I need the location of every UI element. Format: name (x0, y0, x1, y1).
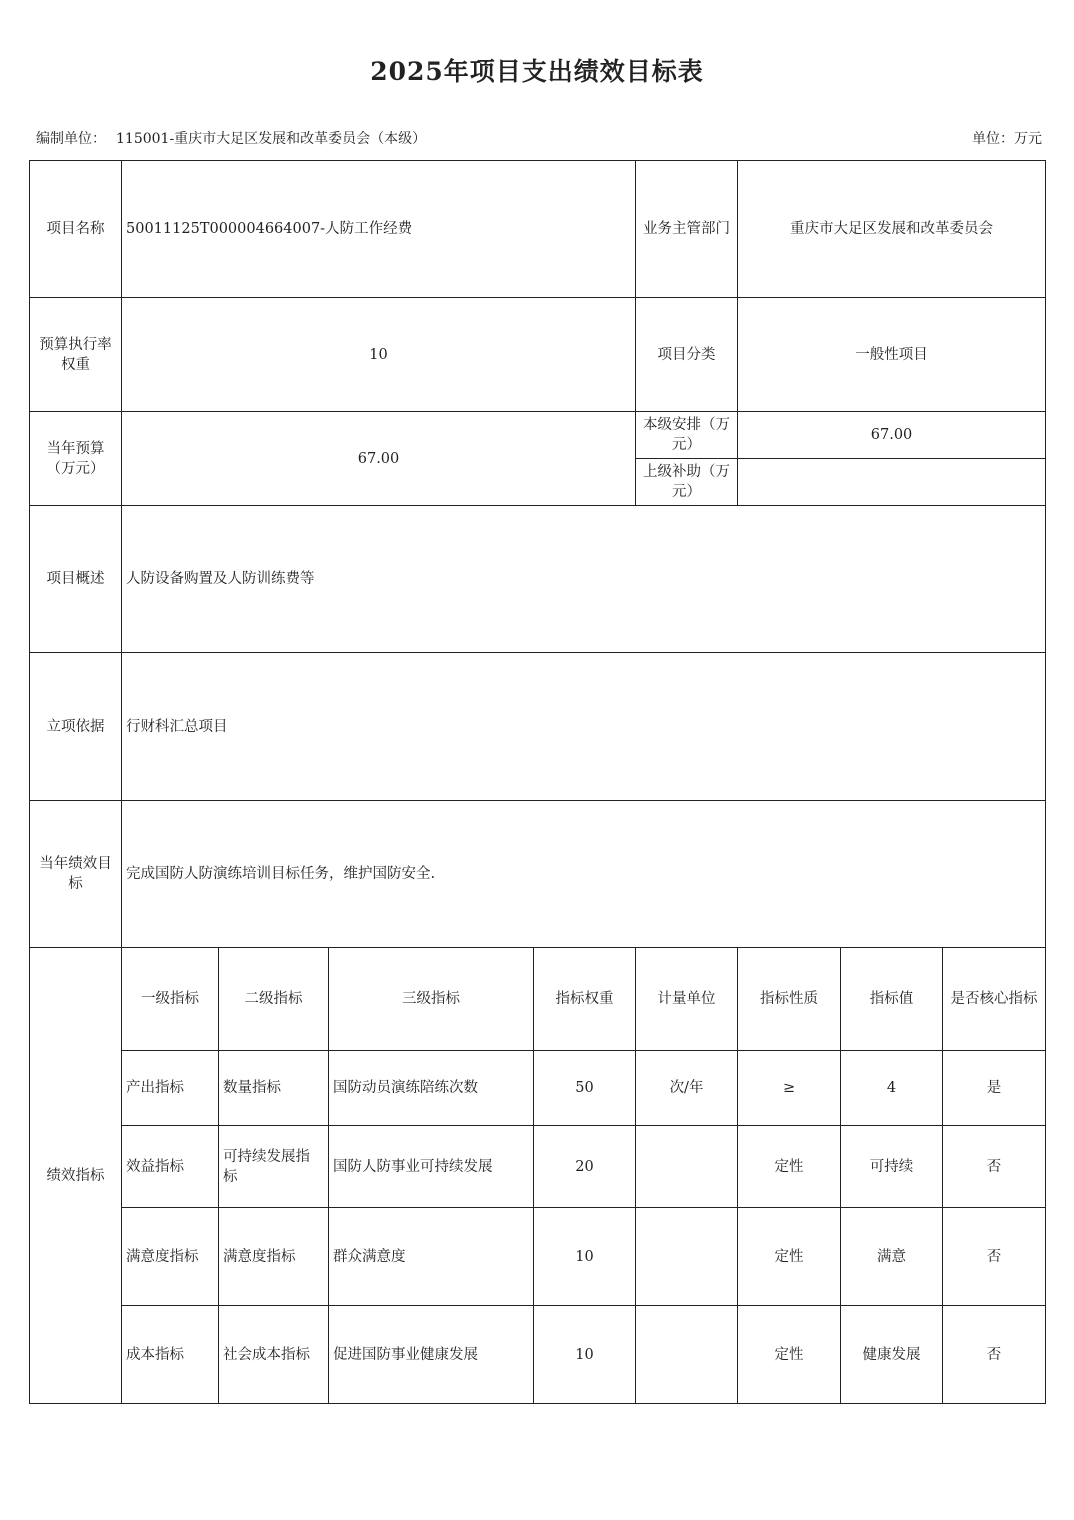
budget-value: 67.00 (122, 412, 636, 506)
indicator-cell: 10 (534, 1306, 636, 1404)
summary-label: 项目概述 (30, 506, 122, 653)
indicator-cell: 否 (943, 1306, 1046, 1404)
indicator-cell: ≥ (738, 1051, 841, 1126)
basis-row (30, 653, 1046, 801)
indicator-cell: 群众满意度 (329, 1208, 534, 1306)
dept-value: 重庆市大足区发展和改革委员会 (738, 161, 1046, 298)
project-name-value: 50011125T000004664007-人防工作经费 (122, 161, 636, 298)
summary-row (30, 506, 1046, 653)
local-value: 67.00 (738, 412, 1046, 459)
indicator-header: 指标性质 (738, 948, 841, 1051)
project-name-label: 项目名称 (30, 161, 122, 298)
indicator-header: 二级指标 (219, 948, 329, 1051)
indicator-cell (636, 1306, 738, 1404)
rate-row (30, 298, 1046, 412)
indicator-cell: 10 (534, 1208, 636, 1306)
category-value: 一般性项目 (738, 298, 1046, 412)
indicator-cell: 国防人防事业可持续发展 (329, 1126, 534, 1208)
indicator-row (30, 1208, 1046, 1306)
indicator-cell (636, 1208, 738, 1306)
indicator-cell: 促进国防事业健康发展 (329, 1306, 534, 1404)
local-label: 本级安排（万元） (636, 412, 738, 459)
indicator-row (30, 1051, 1046, 1126)
indicator-header: 计量单位 (636, 948, 738, 1051)
indicator-row (30, 1306, 1046, 1404)
goal-row (30, 801, 1046, 948)
goal-label: 当年绩效目标 (30, 801, 122, 948)
indicator-header: 一级指标 (122, 948, 219, 1051)
indicator-header: 指标值 (841, 948, 943, 1051)
indicator-cell (636, 1126, 738, 1208)
indicator-cell: 满意 (841, 1208, 943, 1306)
indicator-header: 三级指标 (329, 948, 534, 1051)
indicator-cell: 定性 (738, 1126, 841, 1208)
project-name-row (30, 161, 1046, 298)
page-title: 2025年项目支出绩效目标表 (370, 57, 704, 86)
indicator-cell: 定性 (738, 1208, 841, 1306)
upper-value (738, 459, 1046, 506)
indicator-cell: 满意度指标 (219, 1208, 329, 1306)
indicator-cell: 是 (943, 1051, 1046, 1126)
indicator-cell: 定性 (738, 1306, 841, 1404)
indicator-cell: 效益指标 (122, 1126, 219, 1208)
indicator-cell: 满意度指标 (122, 1208, 219, 1306)
org-label: 编制单位： (36, 131, 106, 147)
indicator-header: 是否核心指标 (943, 948, 1046, 1051)
dept-label: 业务主管部门 (636, 161, 738, 298)
basis-value: 行财科汇总项目 (122, 653, 1046, 801)
basis-label: 立项依据 (30, 653, 122, 801)
rate-label: 预算执行率权重 (30, 298, 122, 412)
indicator-cell: 50 (534, 1051, 636, 1126)
indicator-header-row (30, 948, 1046, 1051)
indicator-cell: 健康发展 (841, 1306, 943, 1404)
indicator-cell: 4 (841, 1051, 943, 1126)
indicator-cell: 可持续 (841, 1126, 943, 1208)
indicator-header: 指标权重 (534, 948, 636, 1051)
indicator-cell: 可持续发展指标 (219, 1126, 329, 1208)
unit-label: 单位：万元 (972, 131, 1042, 147)
upper-label: 上级补助（万元） (636, 459, 738, 506)
org-value: 115001-重庆市大足区发展和改革委员会（本级） (116, 131, 427, 147)
indicator-cell: 产出指标 (122, 1051, 219, 1126)
indicator-cell: 国防动员演练陪练次数 (329, 1051, 534, 1126)
category-label: 项目分类 (636, 298, 738, 412)
summary-value: 人防设备购置及人防训练费等 (122, 506, 1046, 653)
goal-value: 完成国防人防演练培训目标任务，维护国防安全. (122, 801, 1046, 948)
indicator-cell: 否 (943, 1126, 1046, 1208)
indicator-section-label: 绩效指标 (30, 948, 122, 1404)
indicator-cell: 次/年 (636, 1051, 738, 1126)
indicator-cell: 社会成本指标 (219, 1306, 329, 1404)
rate-value: 10 (122, 298, 636, 412)
performance-target-table (29, 160, 1046, 1404)
indicator-cell: 成本指标 (122, 1306, 219, 1404)
indicator-cell: 20 (534, 1126, 636, 1208)
budget-label: 当年预算（万元） (30, 412, 122, 506)
indicator-cell: 数量指标 (219, 1051, 329, 1126)
budget-row (30, 412, 1046, 459)
indicator-cell: 否 (943, 1208, 1046, 1306)
indicator-row (30, 1126, 1046, 1208)
org-info (36, 128, 426, 148)
